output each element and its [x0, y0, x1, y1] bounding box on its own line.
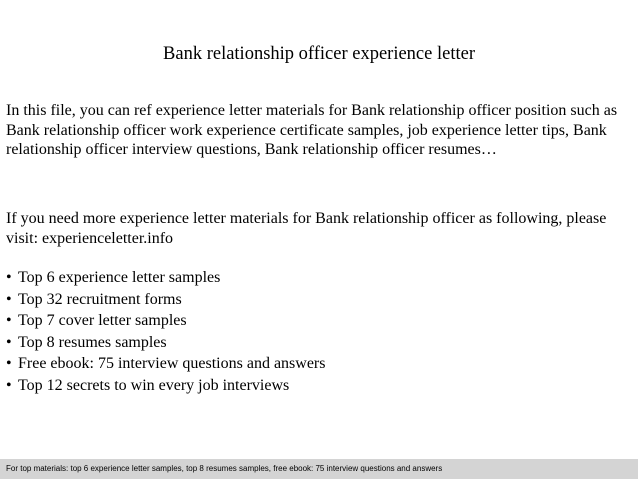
bullet-icon: • — [6, 290, 12, 308]
visit-paragraph: If you need more experience letter materials for Bank relationship officer as following, please visit: experienceletter.info — [6, 210, 607, 247]
bullet-icon: • — [6, 312, 12, 329]
list-item — [6, 289, 634, 311]
list-item-label: Top 12 secrets to win every job interviews — [18, 376, 290, 394]
list-item-label: Free ebook: 75 interview questions and answers — [18, 355, 326, 372]
list-item — [6, 267, 634, 289]
page-title: Bank relationship officer experience letter — [163, 44, 475, 64]
materials-list — [6, 267, 634, 396]
list-item-label: Top 32 recruitment forms — [18, 290, 182, 308]
list-item — [6, 375, 634, 397]
list-item-label: Top 8 resumes samples — [18, 333, 167, 351]
footer-bar — [0, 459, 638, 479]
bullet-icon: • — [6, 269, 12, 286]
list-item-label: Top 7 cover letter samples — [18, 312, 187, 329]
intro-paragraph: In this file, you can ref experience letter materials for Bank relationship officer position such as Bank relationship officer work experience certificate samples, job experience letter tips, Bank relationship officer interview questions, Bank relationship officer resumes… — [6, 102, 618, 158]
list-item — [6, 332, 634, 354]
list-item-label: Top 6 experience letter samples — [18, 269, 221, 286]
list-item — [6, 353, 634, 375]
footer-text: For top materials: top 6 experience letter samples, top 8 resumes samples, free ebook: 75 interview questions and answers — [6, 464, 443, 473]
bullet-icon: • — [6, 355, 12, 372]
list-item — [6, 310, 634, 332]
bullet-icon: • — [6, 376, 12, 394]
bullet-icon: • — [6, 333, 12, 351]
